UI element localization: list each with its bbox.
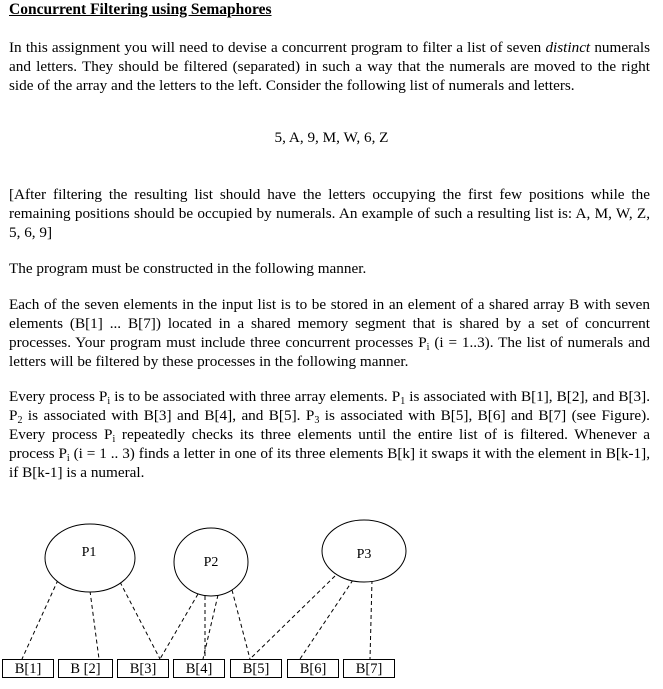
result-note-paragraph: [After filtering the resulting list should have the letters occupying the first few positions while the remaining positions should be occupied by numerals. An example of such a resulting list is: A, M, W, Z, 5, 6, 9] bbox=[9, 186, 650, 241]
array-cell-b6: B[6] bbox=[287, 659, 339, 678]
process-label-p3: P3 bbox=[356, 547, 372, 562]
connector-p1-b3 bbox=[120, 582, 160, 659]
document-title: Concurrent Filtering using Semaphores bbox=[9, 1, 272, 18]
connector-p3-b5 bbox=[250, 576, 335, 659]
assoc-t5: is associated with B[5], B[6] and B[7] (see Figure). Every process P bbox=[9, 407, 650, 443]
assoc-t1: Every process P bbox=[9, 388, 108, 405]
process-label-p2: P2 bbox=[203, 555, 219, 570]
assoc-t2: is to be associated with three array elements. P bbox=[110, 388, 401, 405]
connector-p1-b2 bbox=[90, 591, 99, 659]
array-cell-b3: B[3] bbox=[117, 659, 169, 678]
connector-p3-b7 bbox=[370, 580, 372, 659]
assoc-t6: repeatedly checks its three elements until the entire list of is filtered. Whenever a process P bbox=[9, 426, 650, 462]
shared-array-paragraph bbox=[9, 295, 650, 371]
construction-intro: The program must be constructed in the following manner. bbox=[9, 260, 367, 277]
shared-text-end: (i = 1..3). The list of numerals and letters will be filtered by these processes in the following manner. bbox=[9, 334, 651, 370]
assoc-t7: (i = 1 .. 3) finds a letter in one of its three elements B[k] it swaps it with the element in B[k-1], if B[k-1] is a numeral. bbox=[9, 445, 651, 481]
array-cell-b7: B[7] bbox=[343, 659, 395, 678]
assoc-s5: i bbox=[112, 434, 116, 445]
assoc-t4: is associated with B[3] and B[4], and B[5]. P bbox=[22, 407, 315, 424]
intro-paragraph bbox=[9, 38, 650, 95]
assoc-s6: i bbox=[66, 453, 70, 464]
array-cell-b5: B[5] bbox=[230, 659, 282, 678]
intro-text-end: numerals and letters. They should be filtered (separated) in such a way that the numerals are moved to the right side of the array and the letters to the left. Consider the following list of numerals and letters. bbox=[9, 39, 650, 94]
connector-p2-b5 bbox=[232, 590, 250, 659]
input-list: 5, A, 9, M, W, 6, Z bbox=[274, 129, 389, 146]
process-label-p1: P1 bbox=[81, 545, 97, 560]
connector-p1-b1 bbox=[22, 580, 58, 659]
connector-p3-b6 bbox=[300, 580, 353, 659]
assoc-s4: 3 bbox=[314, 415, 320, 426]
connector-p2-b3 bbox=[160, 594, 198, 659]
intro-italic-word: distinct bbox=[545, 39, 591, 56]
association-paragraph bbox=[9, 387, 650, 482]
process-array-figure bbox=[0, 510, 663, 689]
array-cell-b4: B[4] bbox=[173, 659, 225, 678]
intro-text-start: In this assignment you will need to devise a concurrent program to filter a list of seven bbox=[9, 39, 546, 56]
array-cell-b2: B [2] bbox=[58, 659, 113, 678]
assoc-s1: i bbox=[107, 396, 111, 407]
assoc-s2: 1 bbox=[400, 396, 406, 407]
array-cell-b1: B[1] bbox=[2, 659, 54, 678]
assoc-s3: 2 bbox=[17, 415, 23, 426]
shared-sub: i bbox=[426, 342, 430, 353]
shared-text-start: Each of the seven elements in the input list is to be stored in an element of a shared array B with seven elements (B[1] ... B[7]) located in a shared memory segment that is shared by a set of concurrent processes. Your program must include three concurrent processes P bbox=[9, 296, 650, 351]
assoc-t3: is associated with B[1], B[2], and B[3]. P bbox=[9, 388, 650, 424]
